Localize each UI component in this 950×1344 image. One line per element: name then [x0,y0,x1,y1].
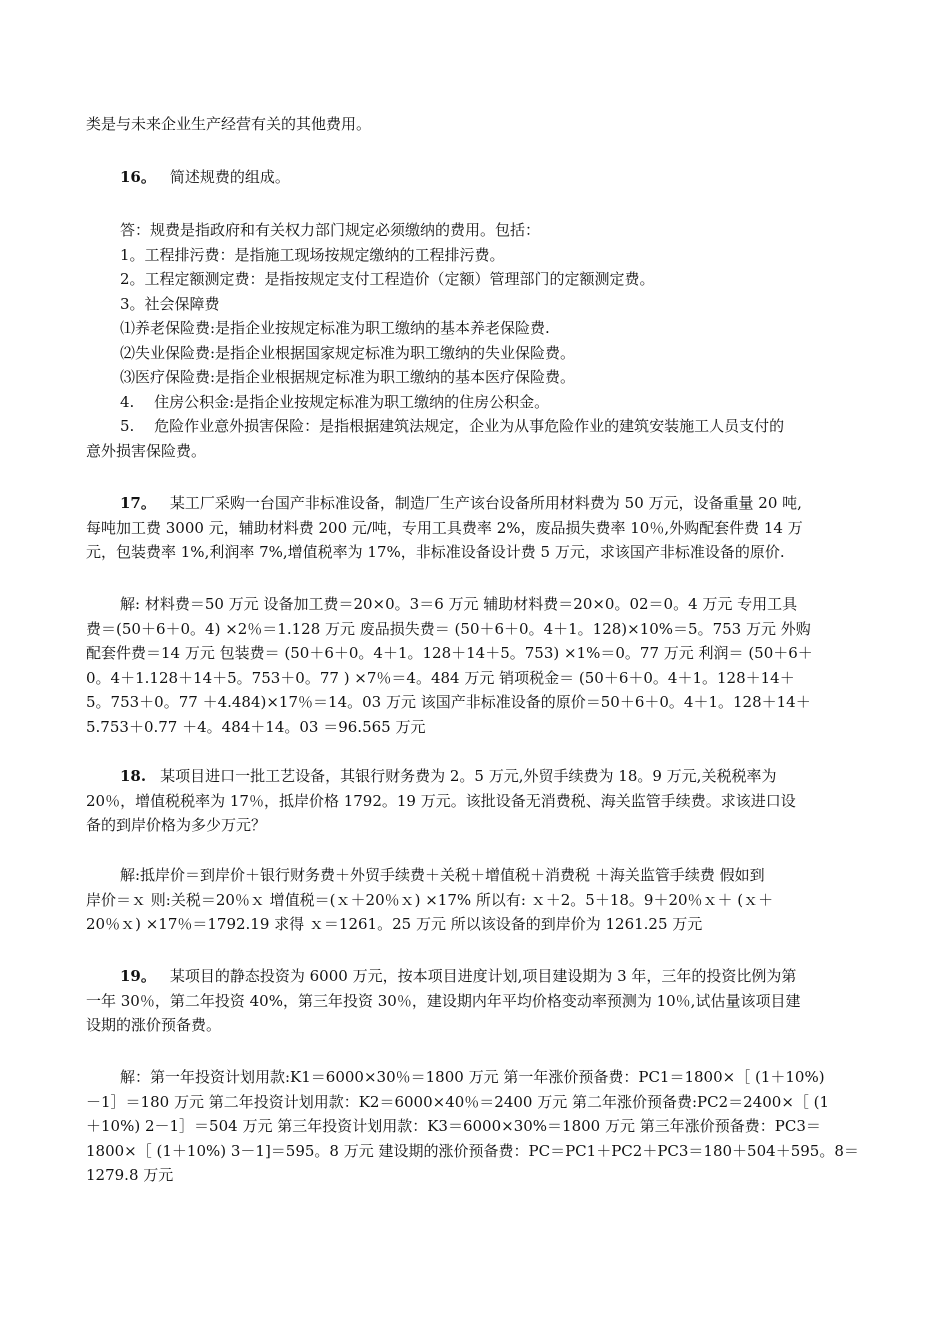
answer-line: 3。社会保障费 [120,294,220,313]
question-number: 16。 [120,168,156,186]
question-16 [86,165,866,190]
answer-line: 解: 材料费＝50 万元 设备加工费＝20×0。3＝6 万元 辅助材料费＝20×0。02＝0。4 万元 专用工具 [120,595,798,613]
answer-line: 配套件费＝14 万元 包装费＝ (50＋6＋0。4＋1。128＋14＋5。753) ×1%＝0。77 万元 利润＝ (50＋6＋ [86,644,813,662]
answer-line: ＋10%) 2－1］＝504 万元 第三年投资计划用款：K3＝6000×30%＝1800 万元 第三年涨价预备费：PC3＝ [86,1117,821,1135]
answer-line: 5。753＋0。77 ＋4.484)×17％＝14。03 万元 该国产非标准设备的原价＝50＋6＋0。4＋1。128＋14＋ [86,693,811,711]
answer-18 [86,863,866,937]
answer-line: 20％ｘ) ×17％＝1792.19 求得 ｘ＝1261。25 万元 所以该设备的到岸价为 1261.25 万元 [86,915,703,933]
answer-line: 答：规费是指政府和有关权力部门规定必须缴纳的费用。包括： [120,221,541,239]
answer-line: 解：第一年投资计划用款:K1＝6000×30％＝1800 万元 第一年涨价预备费：PC1＝1800×［ (1＋10%) [120,1068,825,1086]
question-18 [86,764,866,838]
question-text: 备的到岸价格为多少万元？ [86,816,267,834]
question-text: 元，包装费率 1%,利润率 7%,增值税率为 17%，非标准设备设计费 5 万元，求该国产非标准设备的原价. [86,543,785,561]
answer-line: 费＝(50＋6＋0。4) ×2％＝1.128 万元 废品损失费＝ (50＋6＋0。4＋1。128)×10%＝5。753 万元 外购 [86,619,811,638]
question-number: 17。 [120,494,156,512]
answer-16 [86,218,866,463]
answer-line: ⑴养老保险费:是指企业按规定标准为职工缴纳的基本养老保险费. [120,319,550,337]
question-text: 一年 30％，第二年投资 40%，第三年投资 30％，建设期内年平均价格变动率预测为 10％,试估量该项目建 [86,991,801,1010]
question-text: 设期的涨价预备费。 [86,1016,222,1034]
question-number: 18. [120,767,147,785]
question-text: 某项目的静态投资为 6000 万元，按本项目进度计划,项目建设期为 3 年，三年的投资比例为第 [169,967,797,985]
question-17 [86,491,866,565]
answer-line: ⑵失业保险费:是指企业根据国家规定标准为职工缴纳的失业保险费。 [120,343,576,362]
answer-19 [86,1065,866,1188]
intro-paragraph [86,112,866,137]
question-number: 19。 [120,967,156,985]
question-text: 每吨加工费 3000 元，辅助材料费 200 元/吨，专用工具费率 2%，废品损失费率 10％,外购配套件费 14 万 [86,518,803,537]
intro-line: 类是与未来企业生产经营有关的其他费用。 [86,115,372,133]
answer-line: 1279.8 万元 [86,1166,174,1184]
question-text: 20％，增值税税率为 17％，抵岸价格 1792。19 万元。该批设备无消费税、海关监管手续费。求该进口设 [86,791,796,810]
answer-line: ⑶医疗保险费:是指企业根据规定标准为职工缴纳的基本医疗保险费。 [120,368,576,386]
answer-line: 5.753＋0.77 ＋4。484＋14。03 ＝96.565 万元 [86,717,426,736]
answer-line: 0。4＋1.128＋14＋5。753＋0。77 ) ×7％＝4。484 万元 销项税金＝ (50＋6＋0。4＋1。128＋14＋ [86,668,795,687]
question-text: 某工厂采购一台国产非标准设备，制造厂生产该台设备所用材料费为 50 万元，设备重量 20 吨, [169,494,802,512]
question-text: 简述规费的组成。 [169,168,290,186]
answer-line: 意外损害保险费。 [86,441,207,460]
answer-line: 1800×［ (1＋10%) 3－1]＝595。8 万元 建设期的涨价预备费：PC＝PC1＋PC2＋PC3＝180＋504＋595。8＝ [86,1141,859,1160]
answer-line: 岸价＝ｘ 则:关税＝20％ｘ 增值税＝(ｘ＋20％ｘ) ×17% 所以有: ｘ＋2。5＋18。9＋20％ｘ＋ (ｘ＋ [86,890,774,909]
question-19 [86,964,866,1038]
answer-line: 解:抵岸价＝到岸价＋银行财务费＋外贸手续费＋关税＋增值税＋消费税 ＋海关监管手续费 假如到 [120,866,765,884]
answer-line: 2。工程定额测定费：是指按规定支付工程造价（定额）管理部门的定额测定费。 [120,270,655,288]
answer-line: 5. 危险作业意外损害保险：是指根据建筑法规定，企业为从事危险作业的建筑安装施工人员支付的 [120,417,785,435]
answer-17 [86,592,866,739]
answer-line: 1。工程排污费：是指施工现场按规定缴纳的工程排污费。 [120,245,505,264]
answer-line: 4. 住房公积金:是指企业按规定标准为职工缴纳的住房公积金。 [120,392,550,411]
answer-line: －1］＝180 万元 第二年投资计划用款：K2＝6000×40％＝2400 万元 第二年涨价预备费:PC2＝2400×［ (1 [86,1092,830,1111]
question-text: 某项目进口一批工艺设备，其银行财务费为 2。5 万元,外贸手续费为 18。9 万元,关税税率为 [160,767,777,785]
